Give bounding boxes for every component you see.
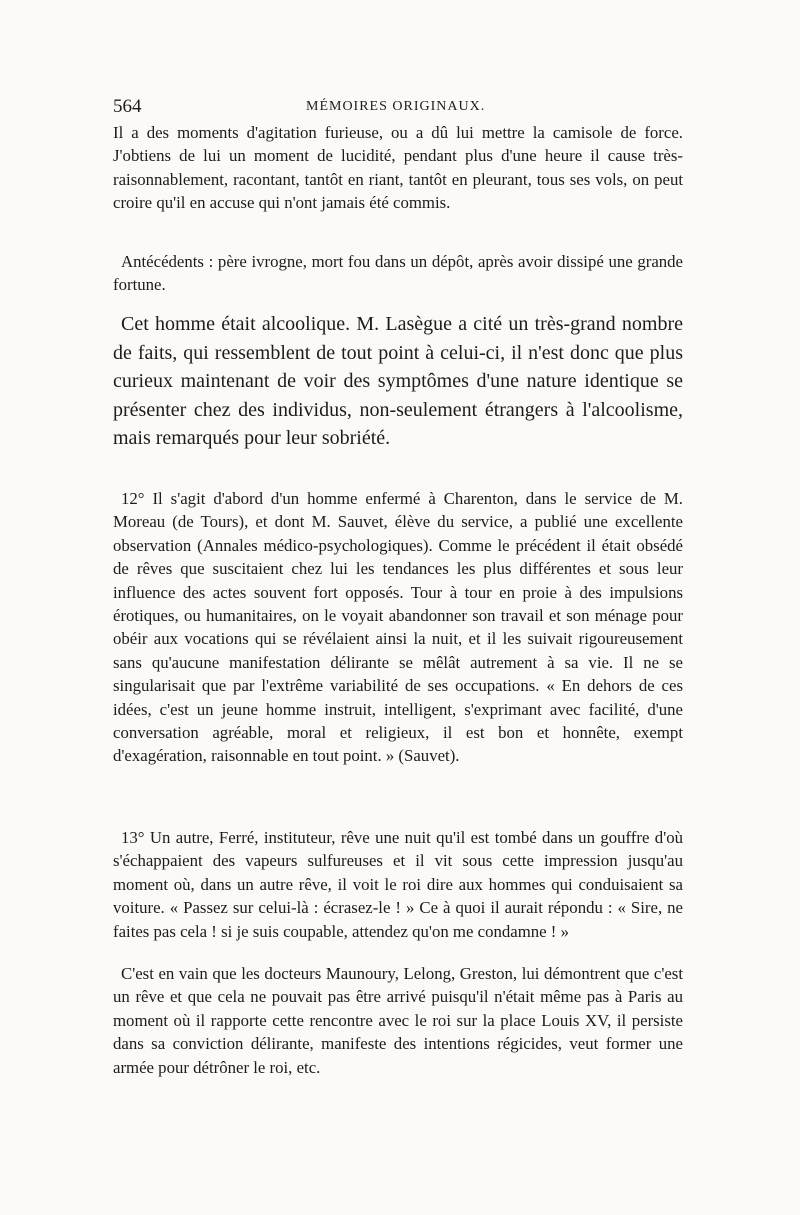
paragraph-alcoholic: Cet homme était alcoolique. M. Lasègue a cité un très-grand nombre de faits, qui ressemblent de tout point à celui-ci, il n'est donc que plus curieux maintenant de voir des symptômes d'une nature identique se présenter chez des individus, non-seulement étrangers à l'alcoolisme, mais remarqués pour leur sobriété. <box>113 313 683 450</box>
running-title: MÉMOIRES ORIGINAUX. <box>306 99 486 114</box>
paragraph-doctors: C'est en vain que les docteurs Maunoury, Lelong, Greston, lui démontrent que c'est un rêve et que cela ne pouvait pas être arrivé puisqu'il n'était même pas à Paris au moment où il rapporte cette rencontre avec le roi sur la place Louis XV, il persiste dans sa conviction délirante, manifeste des intentions régicides, veut former une armée pour détrôner le roi, etc. <box>113 964 683 1077</box>
paragraph-case-12: 12° Il s'agit d'abord d'un homme enfermé à Charenton, dans le service de M. Moreau (de Tours), et dont M. Sauvet, élève du service, a publié une excellente observation (Annales médico-psychologiques). Comme le précédent il était obsédé de rêves que suscitaient chez lui les tendances les plus différentes et sous leur influence des actes souvent fort opposés. Tour à tour en proie à des impulsions érotiques, ou humanitaires, on le voyait abandonner son travail et son ménage pour obéir aux vocations qui se révélaient ainsi la nuit, et il les suivait rigoureusement sans qu'aucune manifestation délirante se mêlât autrement à sa vie. Il ne se singularisait que par l'extrême variabilité de ses occupations. « En dehors de ces idées, c'est un jeune homme instruit, intelligent, s'exprimant avec facilité, d'une conversation agréable, moral et religieux, il est bon et honnête, exempt d'exagération, raisonnable en tout point. » (Sauvet). <box>113 489 683 766</box>
paragraph-agitation: Il a des moments d'agitation furieuse, ou a dû lui mettre la camisole de force. J'obtiens de lui un moment de lucidité, pendant plus d'une heure il cause très-raisonnablement, racontant, tantôt en riant, tantôt en pleurant, tous ses vols, on peut croire qu'il en accuse qui n'ont jamais été commis. <box>113 123 683 213</box>
paragraph-case-13: 13° Un autre, Ferré, instituteur, rêve une nuit qu'il est tombé dans un gouffre d'où s'échappaient des vapeurs sulfureuses et il vit sous cette impression jusqu'au moment où, dans un autre rêve, il voit le roi dire aux hommes qui conduisaient sa voiture. « Passez sur celui-là : écrasez-le ! » Ce à quoi il aurait répondu : « Sire, ne faites pas cela ! si je suis coupable, attendez qu'on me condamne ! » <box>113 828 683 941</box>
paragraph-antecedents: Antécédents : père ivrogne, mort fou dans un dépôt, après avoir dissipé une grande fortune. <box>113 252 683 295</box>
page-header <box>113 96 683 120</box>
page-number: 564 <box>113 96 142 117</box>
